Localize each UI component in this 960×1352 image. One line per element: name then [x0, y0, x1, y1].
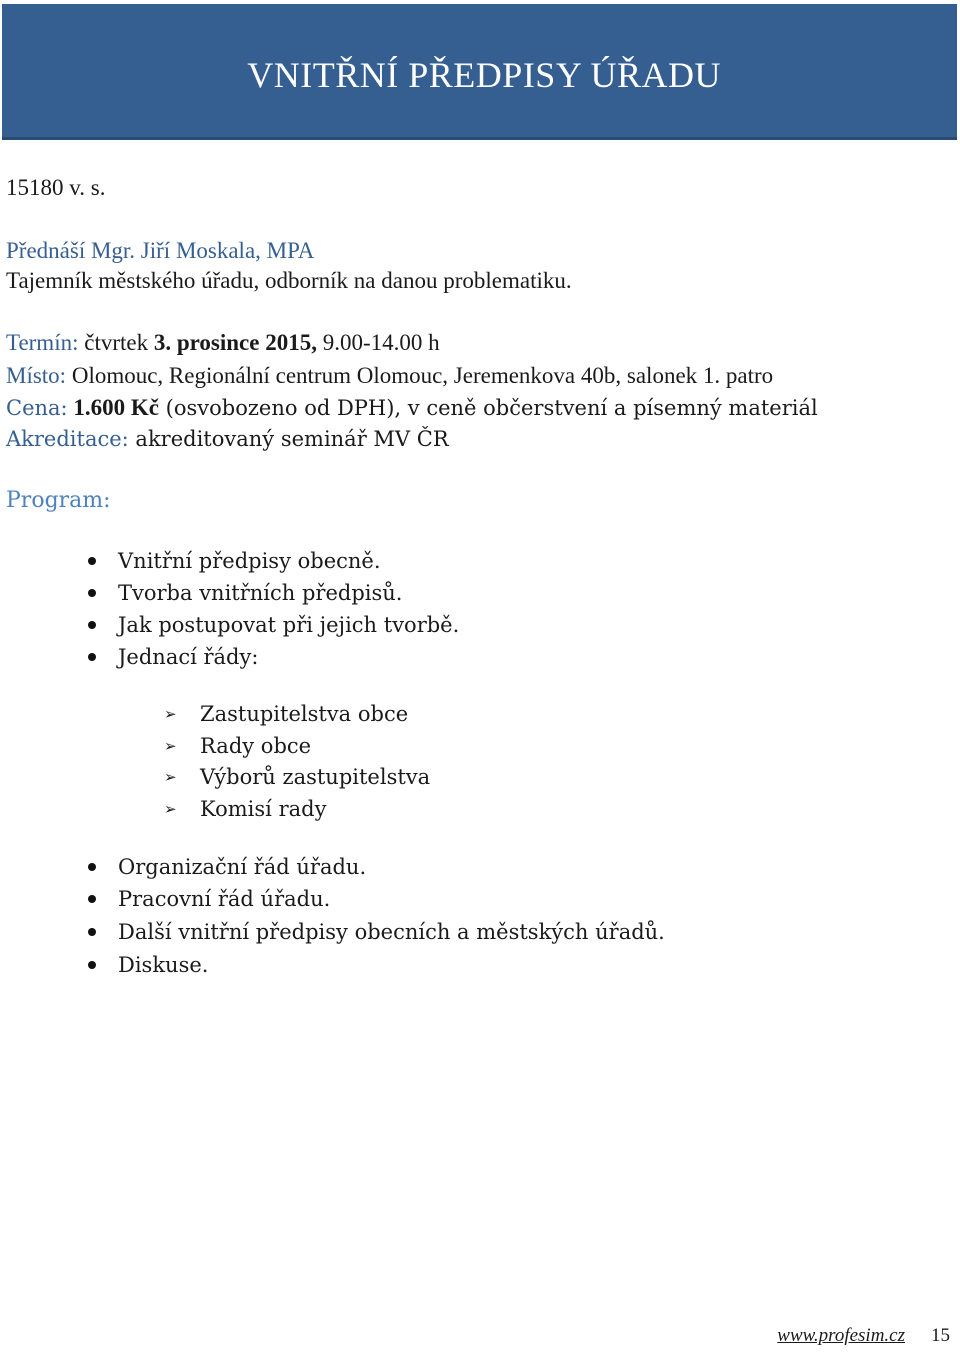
list-item: Organizační řád úřadu. — [88, 855, 366, 879]
list-item: Diskuse. — [88, 953, 208, 977]
akreditace-value: akreditovaný seminář MV ČR — [128, 427, 449, 451]
cena-label: Cena: — [6, 396, 68, 420]
termin-time: 9.00-14.00 h — [316, 330, 440, 355]
page-number: 15 — [931, 1325, 950, 1346]
footer-url-link[interactable]: www.profesim.cz — [777, 1325, 905, 1346]
bullet-icon — [88, 653, 96, 661]
termin-line — [6, 330, 440, 356]
bullet-icon — [88, 895, 96, 903]
list-item: Další vnitřní předpisy obecních a městských úřadů. — [88, 920, 665, 944]
bullet-icon — [88, 863, 96, 871]
bullet-icon — [88, 961, 96, 969]
sub-list-item: ➢ Výborů zastupitelstva — [164, 765, 431, 789]
termin-day: čtvrtek — [78, 330, 154, 355]
lecturer-label: Přednáší — [6, 238, 86, 263]
termin-date: 3. prosince 2015, — [153, 330, 317, 355]
bullet-icon — [88, 589, 96, 597]
bullet-icon — [88, 928, 96, 936]
cena-amount: 1.600 Kč — [67, 395, 159, 420]
program-label: Program: — [6, 488, 111, 513]
misto-value: Olomouc, Regionální centrum Olomouc, Jeremenkova 40b, salonek 1. patro — [66, 363, 774, 388]
list-item: Vnitřní předpisy obecně. — [88, 549, 381, 573]
arrow-right-icon: ➢ — [164, 736, 177, 755]
cena-value: (osvobozeno od DPH), v ceně občerstvení a písemný materiál — [158, 396, 818, 420]
list-item: Pracovní řád úřadu. — [88, 887, 330, 911]
page-title: VNITŘNÍ PŘEDPISY ÚŘADU — [247, 55, 721, 95]
header-bar — [2, 4, 957, 140]
misto-line — [6, 363, 773, 389]
sub-list-item: ➢ Rady obce — [164, 734, 312, 758]
lecturer-role: Tajemník městského úřadu, odborník na danou problematiku. — [6, 268, 572, 293]
arrow-right-icon: ➢ — [164, 704, 177, 723]
page-footer — [777, 1325, 950, 1347]
arrow-right-icon: ➢ — [164, 767, 177, 786]
lecturer-name: Mgr. Jiří Moskala, MPA — [85, 238, 315, 263]
list-item: Jednací řády: — [88, 645, 258, 669]
bullet-icon — [88, 557, 96, 565]
arrow-right-icon: ➢ — [164, 799, 177, 818]
lecturer-line — [6, 238, 314, 264]
bullet-icon — [88, 621, 96, 629]
misto-label: Místo: — [6, 363, 67, 388]
sub-list-item: ➢ Zastupitelstva obce — [164, 702, 409, 726]
cena-line — [6, 395, 818, 421]
list-item: Tvorba vnitřních předpisů. — [88, 581, 402, 605]
termin-label: Termín: — [6, 330, 79, 355]
course-code: 15180 v. s. — [6, 175, 106, 200]
list-item: Jak postupovat při jejich tvorbě. — [88, 613, 459, 637]
akreditace-label: Akreditace: — [6, 427, 129, 451]
sub-list-item: ➢ Komisí rady — [164, 797, 327, 821]
akreditace-line — [6, 427, 449, 451]
